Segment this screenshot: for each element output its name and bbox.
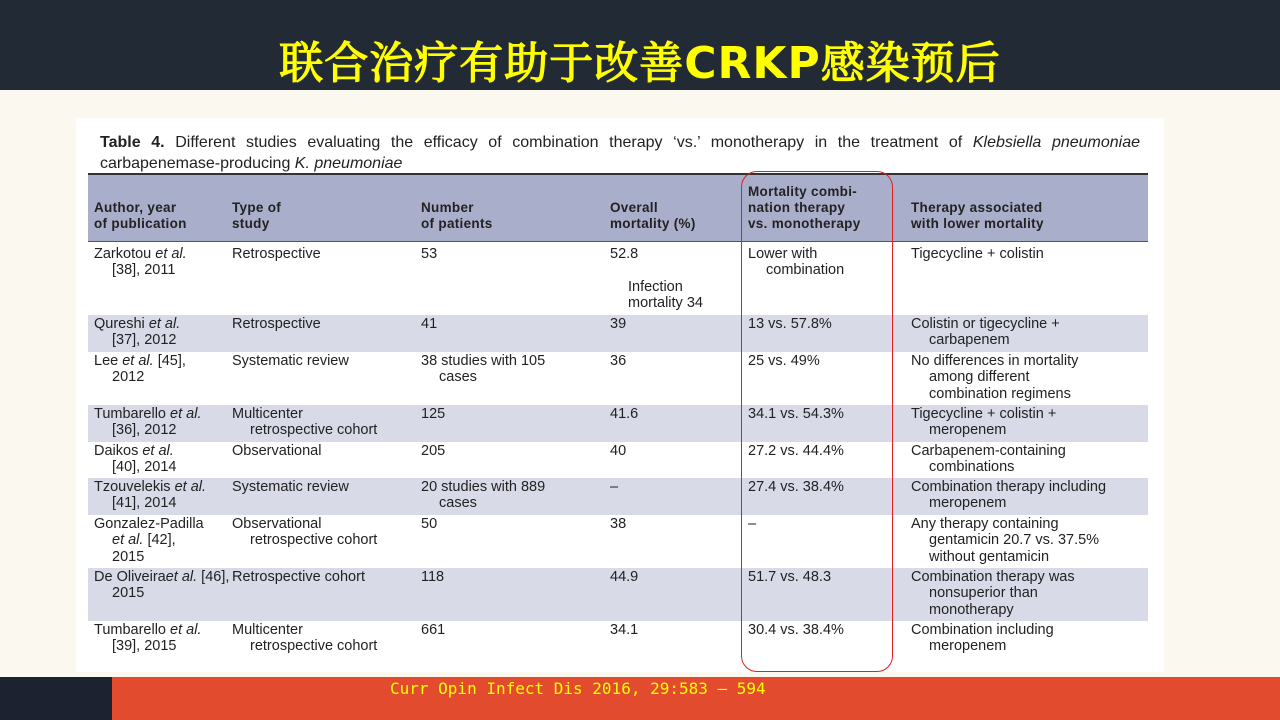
cell-number: 125 xyxy=(421,406,446,422)
cell-author: Gonzalez-Padilla et al. [42], 2015 xyxy=(94,516,204,565)
table-caption xyxy=(100,132,1140,174)
cell-author: Lee et al. [45], 2012 xyxy=(94,353,186,386)
cell-number: 53 xyxy=(421,246,438,262)
cell-therapy: Any therapy containing gentamicin 20.7 vs. 37.5% without gentamicin xyxy=(911,516,1100,565)
cell-number: 38 studies with 105 cases xyxy=(421,353,546,386)
cell-number: 50 xyxy=(421,516,438,532)
cell-author: Qureshi et al. [37], 2012 xyxy=(94,316,181,349)
cell-type: Retrospective xyxy=(232,246,321,262)
cell-overall: 44.9 xyxy=(610,569,639,585)
cell-combo: Lower with combination xyxy=(748,246,845,279)
table-caption-italic-b: K. pneumoniae xyxy=(294,155,403,172)
table-caption-text-b: carbapenemase-producing xyxy=(100,155,295,172)
cell-type: Observational xyxy=(232,443,322,459)
footer-dark-block xyxy=(0,677,112,720)
table-caption-italic-a: Klebsiella pneumoniae xyxy=(972,134,1141,151)
cell-combo: 25 vs. 49% xyxy=(748,353,820,369)
slide-title: 联合治疗有助于改善CRKP感染预后 xyxy=(279,38,1001,89)
cell-combo: – xyxy=(748,516,757,532)
cell-combo: 27.2 vs. 44.4% xyxy=(748,443,844,459)
cell-overall: 41.6 xyxy=(610,406,639,422)
cell-therapy: No differences in mortality among different combination regimens xyxy=(911,353,1079,402)
citation: Curr Opin Infect Dis 2016, 29:583 – 594 xyxy=(390,679,766,698)
column-header-author: Author, year of publication xyxy=(94,200,187,231)
cell-combo: 51.7 vs. 48.3 xyxy=(748,569,832,585)
cell-type: Multicenter retrospective cohort xyxy=(232,406,378,439)
cell-author: Tumbarello et al. [39], 2015 xyxy=(94,622,202,655)
cell-number: 20 studies with 889 cases xyxy=(421,479,546,512)
table-caption-text: Different studies evaluating the efficacy of combination therapy ‘vs.’ monotherapy in the treatment of xyxy=(175,134,973,151)
cell-therapy: Combination including meropenem xyxy=(911,622,1054,655)
cell-combo: 27.4 vs. 38.4% xyxy=(748,479,844,495)
cell-combo: 34.1 vs. 54.3% xyxy=(748,406,844,422)
cell-therapy: Tigecycline + colistin + meropenem xyxy=(911,406,1057,439)
cell-type: Systematic review xyxy=(232,353,349,369)
cell-overall: 39 xyxy=(610,316,627,332)
table-caption-label: Table 4. xyxy=(100,134,165,151)
cell-type: Retrospective xyxy=(232,316,321,332)
cell-overall: – xyxy=(610,479,619,495)
cell-type: Multicenter retrospective cohort xyxy=(232,622,378,655)
cell-therapy: Combination therapy was nonsuperior than monotherapy xyxy=(911,569,1075,618)
cell-author: Tumbarello et al. [36], 2012 xyxy=(94,406,202,439)
cell-number: 205 xyxy=(421,443,446,459)
cell-type: Systematic review xyxy=(232,479,349,495)
cell-overall: 38 xyxy=(610,516,627,532)
highlight-box xyxy=(741,171,893,672)
cell-overall: 36 xyxy=(610,353,627,369)
cell-therapy: Tigecycline + colistin xyxy=(911,246,1044,262)
cell-author: Tzouvelekis et al. [41], 2014 xyxy=(94,479,207,512)
cell-overall: 40 xyxy=(610,443,627,459)
cell-combo: 30.4 vs. 38.4% xyxy=(748,622,844,638)
cell-number: 118 xyxy=(421,569,445,585)
cell-therapy: Carbapenem-containing combinations xyxy=(911,443,1066,476)
cell-therapy: Combination therapy including meropenem xyxy=(911,479,1107,512)
cell-number: 41 xyxy=(421,316,438,332)
column-header-therapy: Therapy associated with lower mortality xyxy=(911,200,1044,231)
column-header-type: Type of study xyxy=(232,200,282,231)
cell-combo: 13 vs. 57.8% xyxy=(748,316,832,332)
cell-overall: 52.8 Infection mortality 34 xyxy=(610,246,703,311)
cell-type: Observational retrospective cohort xyxy=(232,516,378,549)
column-header-combo: Mortality combi- nation therapy vs. monotherapy xyxy=(748,184,861,231)
table-header-rule xyxy=(88,241,1148,242)
cell-author: De Oliveiraet al. [46], 2015 xyxy=(94,569,230,602)
cell-overall: 34.1 xyxy=(610,622,639,638)
cell-author: Daikos et al. [40], 2014 xyxy=(94,443,177,476)
cell-therapy: Colistin or tigecycline + carbapenem xyxy=(911,316,1060,349)
cell-type: Retrospective cohort xyxy=(232,569,365,585)
column-header-number: Number of patients xyxy=(421,200,493,231)
column-header-overall: Overall mortality (%) xyxy=(610,200,696,231)
cell-number: 661 xyxy=(421,622,446,638)
cell-author: Zarkotou et al. [38], 2011 xyxy=(94,246,187,279)
